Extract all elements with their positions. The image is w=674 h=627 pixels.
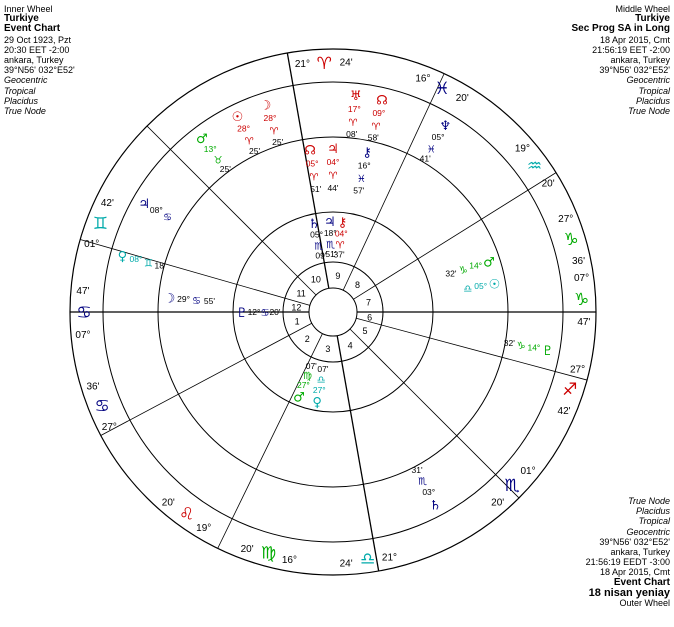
outer-uranus-glyph [346, 89, 361, 139]
zodiac-minutes: 20' [455, 92, 469, 104]
chiron-icon: ⚷ [337, 215, 348, 231]
outer-chart-type: Event Chart [613, 576, 670, 588]
middle-opt-4: True Node [628, 106, 670, 117]
uranus-icon: ♅ [349, 89, 362, 105]
planet-sign-icon: ♈ [328, 171, 338, 182]
house-number-6: 6 [367, 312, 373, 323]
outer-opt-4: Geocentric [626, 526, 670, 537]
chiron-icon: ⚷ [362, 145, 372, 161]
zodiac-degree: 27° [570, 364, 586, 376]
zodiac-degree: 27° [558, 213, 574, 225]
zodiac-minutes: 47' [577, 316, 591, 328]
inner-chart-time: 20:30 EET -2:00 [4, 44, 70, 55]
house-cusp-4 [337, 336, 379, 571]
planet-sign-icon: ♋ [260, 308, 270, 319]
outer-opt-1: True Node [628, 496, 670, 506]
outer-opt-2: Placidus [635, 506, 670, 517]
middle-opt-2: Tropical [638, 85, 670, 96]
inner-chart-place: ankara, Turkey [4, 55, 64, 66]
house-number-4: 4 [347, 340, 353, 351]
house-number-3: 3 [325, 344, 331, 355]
planet-minutes: 51' [310, 184, 322, 195]
zodiac-minutes: 36' [86, 381, 100, 393]
zodiac-label-9 [241, 544, 297, 567]
house-number-2: 2 [304, 334, 310, 345]
zodiac-sign-icon: ♋ [76, 303, 92, 323]
planet-degree: 14° [527, 342, 541, 353]
planet-minutes: 51' [325, 249, 337, 260]
planet-degree: 04° [326, 157, 340, 167]
middle-chart-name: Turkiye [635, 13, 670, 25]
zodiac-sign-icon: ♌ [179, 504, 195, 525]
outer-sun-glyph [232, 110, 261, 156]
planet-degree: 05° [474, 280, 488, 291]
zodiac-minutes: 20' [541, 178, 555, 190]
jupiter-icon: ♃ [327, 142, 339, 157]
zodiac-degree: 01° [84, 238, 100, 250]
planet-degree: 29° [177, 293, 191, 304]
zodiac-degree: 27° [101, 421, 117, 433]
saturn-icon: ♄ [308, 216, 320, 232]
planet-degree: 12° [247, 307, 261, 317]
middle-sun-glyph [463, 278, 500, 296]
planet-degree: 14° [469, 260, 483, 271]
outer-chart-name: 18 nisan yeniay [588, 586, 670, 599]
zodiac-label-10 [162, 497, 211, 534]
house-number-8: 8 [355, 279, 361, 290]
middle-chart-time: 21:56:19 EET -2:00 [592, 44, 670, 55]
house-number-12: 12 [291, 302, 302, 313]
planet-degree: 27° [296, 380, 310, 391]
planet-minutes: 57' [353, 185, 365, 196]
planet-minutes: 25' [272, 136, 284, 147]
zodiac-degree: 07° [573, 273, 590, 285]
house-cusp-5 [347, 329, 519, 498]
mars-icon: ♂ [483, 255, 495, 271]
zodiac-minutes: 20' [240, 543, 254, 555]
outer-node-glyph [368, 94, 388, 143]
planet-sign-icon: ♎ [463, 284, 473, 296]
outer-moon-glyph [260, 99, 284, 147]
planet-sign-icon: ♑ [458, 265, 468, 277]
zodiac-sign-icon: ♏ [504, 475, 520, 496]
node-icon: ☊ [304, 143, 316, 159]
planet-minutes: 25' [248, 146, 261, 157]
planet-minutes: 37' [333, 249, 345, 260]
planet-sign-icon: ♓ [356, 173, 366, 185]
zodiac-label-8 [340, 550, 397, 570]
venus-icon: ♀ [117, 249, 128, 265]
zodiac-minutes: 20' [161, 497, 175, 509]
outer-jupiter-glyph [138, 197, 172, 224]
moon-icon: ☽ [163, 291, 176, 307]
house-number-9: 9 [335, 270, 341, 281]
zodiac-degree: 16° [281, 555, 297, 567]
planet-sign-icon: ♈ [371, 121, 381, 133]
zodiac-minutes: 47' [76, 286, 90, 298]
house-cusp-2 [101, 323, 312, 435]
planet-degree: 05° [431, 132, 445, 143]
outer-venus-glyph [118, 250, 166, 271]
inner-chart-coords: 39°N56' 032°E52' [4, 65, 75, 76]
planet-sign-icon: ♈ [244, 136, 254, 148]
zodiac-minutes: 42' [557, 406, 571, 418]
middle-mars-glyph [445, 255, 494, 278]
planet-minutes: 44' [327, 183, 339, 193]
planet-sign-icon: ♈ [335, 240, 345, 252]
planet-minutes: 07' [317, 364, 329, 375]
zodiac-label-1 [295, 54, 353, 74]
pluto-icon: ♇ [541, 343, 554, 359]
planet-sign-icon: ♓ [426, 144, 436, 156]
zodiac-minutes: 24' [339, 57, 353, 69]
zodiac-minutes: 20' [491, 497, 505, 509]
planet-degree: 13° [203, 144, 217, 155]
planet-minutes: 32' [503, 338, 515, 349]
planet-minutes: 18' [154, 260, 166, 271]
jupiter-icon: ♃ [323, 215, 336, 231]
planet-minutes: 58' [367, 132, 379, 143]
outer-wheel-title: Outer Wheel [619, 598, 670, 609]
zodiac-label-12 [75, 286, 91, 341]
middle-chart-coords: 39°N56' 032°E52' [599, 65, 670, 76]
node-icon: ☊ [376, 93, 388, 109]
zodiac-sign-icon: ♊ [92, 213, 109, 234]
middle-wheel-title: Middle Wheel [615, 4, 670, 14]
middle-moon-glyph [164, 292, 216, 307]
planet-sign-icon: ♊ [144, 258, 153, 270]
zodiac-sign-icon: ♐ [562, 379, 578, 400]
zodiac-sign-icon: ♑ [574, 289, 590, 310]
planet-glyphs [118, 89, 554, 513]
inner-chart-name: Turkiye [4, 13, 39, 25]
venus-icon: ♀ [312, 395, 322, 411]
planet-sign-icon: ♋ [192, 296, 202, 308]
planet-sign-icon: ♋ [163, 212, 173, 224]
inner-chart-date: 29 Oct 1923, Pzt [4, 34, 72, 45]
zodiac-label-13 [84, 198, 114, 250]
zodiac-sign-icon: ♑ [563, 230, 579, 251]
zodiac-degree: 21° [294, 58, 310, 70]
outer-opt-3: Tropical [638, 516, 670, 527]
planet-minutes: 08' [346, 128, 358, 139]
zodiac-degree: 07° [75, 329, 91, 341]
middle-chiron-glyph [353, 146, 372, 196]
planet-degree: 05° [310, 229, 324, 240]
outer-chart-date: 18 Apr 2015, Cmt [599, 567, 670, 578]
planet-degree: 03° [422, 487, 436, 498]
house-cusp-8 [353, 173, 556, 300]
outer-pluto-glyph [504, 338, 554, 359]
zodiac-label-3 [515, 143, 555, 189]
zodiac-sign-icon: ♒ [526, 156, 543, 177]
zodiac-label-5 [574, 273, 590, 328]
planet-degree: 04° [334, 228, 348, 239]
planet-degree: 09° [372, 108, 386, 119]
zodiac-sign-icon: ♎ [360, 549, 376, 570]
inner-opt-4: True Node [4, 106, 46, 117]
zodiac-sign-icon: ♍ [260, 543, 277, 564]
mars-icon: ♂ [293, 390, 305, 406]
sun-icon: ☉ [488, 277, 501, 293]
zodiac-sign-icon: ♋ [94, 396, 110, 417]
neptune-icon: ♆ [439, 119, 452, 135]
planet-degree: 05° [305, 158, 319, 169]
middle-opt-3: Placidus [635, 95, 670, 106]
mars-icon: ♂ [195, 131, 208, 147]
planet-sign-icon: ♏ [314, 241, 324, 253]
middle-chart-place: ankara, Turkey [610, 55, 670, 66]
house-number-10: 10 [310, 274, 321, 285]
house-number-1: 1 [294, 316, 300, 327]
inner-wheel-title: Inner Wheel [4, 4, 53, 14]
planet-sign-icon: ♏ [418, 476, 428, 488]
middle-chart-type: Sec Prog SA in Long [571, 23, 670, 35]
moon-icon: ☽ [259, 98, 272, 114]
middle-node-glyph [304, 144, 321, 195]
zodiac-sign-icon: ♈ [316, 54, 332, 75]
outer-neptune-glyph [420, 119, 451, 163]
planet-sign-icon: ♎ [316, 374, 326, 386]
pluto-icon: ♇ [236, 306, 248, 321]
outer-chart-coords: 39°N56' 032°E52' [599, 536, 670, 547]
planet-degree: 28° [237, 123, 251, 134]
middle-jupiter-glyph [327, 142, 340, 193]
outer-chart-place: ankara, Turkey [610, 547, 670, 558]
zodiac-minutes: 36' [571, 255, 586, 267]
middle-chart-date: 18 Apr 2015, Cmt [599, 34, 670, 45]
inner-opt-3: Placidus [4, 95, 39, 106]
planet-minutes: 20' [269, 307, 281, 317]
zodiac-sign-icon: ♓ [434, 79, 450, 100]
jupiter-icon: ♃ [138, 197, 151, 212]
planet-sign-icon: ♈ [269, 126, 279, 138]
zodiac-minutes: 24' [339, 558, 353, 570]
zodiac-label-11 [86, 381, 116, 433]
planet-sign-icon: ♈ [348, 118, 358, 130]
zodiac-degree: 19° [196, 523, 212, 535]
zodiac-degree: 01° [520, 465, 536, 477]
planet-minutes: 09' [315, 250, 327, 261]
inner-pluto-glyph [236, 306, 281, 321]
planet-sign-icon: ♑ [516, 341, 526, 353]
zodiac-degree: 19° [514, 143, 530, 155]
planet-sign-icon: ♈ [309, 172, 319, 184]
middle-opt-1: Geocentric [626, 75, 670, 86]
house-number-7: 7 [366, 297, 372, 308]
house-number-5: 5 [362, 326, 368, 336]
planet-degree: 08° [149, 205, 163, 215]
planet-minutes: 25' [219, 164, 231, 175]
inner-opt-2: Tropical [4, 85, 36, 96]
zodiac-degree: 21° [381, 552, 398, 564]
planet-degree: 16° [357, 160, 371, 171]
sun-icon: ☉ [231, 110, 244, 126]
zodiac-degree: 16° [415, 73, 431, 85]
ring-6 [309, 288, 357, 336]
planet-sign-icon: ♏ [326, 240, 336, 252]
planet-sign-icon: ♉ [213, 155, 223, 167]
zodiac-label-6 [558, 364, 586, 417]
inner-opt-1: Geocentric [4, 75, 48, 86]
planet-minutes: 55' [203, 296, 216, 307]
house-number-11: 11 [296, 288, 306, 299]
planet-degree: 17° [347, 104, 361, 115]
inner-chart-type: Event Chart [4, 23, 61, 35]
planet-minutes: 31' [411, 465, 423, 476]
zodiac-label-4 [558, 214, 585, 267]
planet-degree: 28° [263, 112, 277, 123]
planet-sign-icon: ♍ [303, 371, 313, 383]
planet-degree: 18° [323, 228, 337, 239]
outer-chart-time: 21:56:19 EEDT -3:00 [585, 557, 670, 568]
planet-minutes: 32' [445, 268, 457, 279]
saturn-icon: ♄ [429, 498, 442, 514]
planet-degree: 08° [129, 254, 143, 265]
inner-venus-glyph [312, 364, 328, 410]
planet-degree: 27° [312, 384, 326, 395]
outer-saturn-glyph [411, 465, 441, 513]
outer-mars-glyph [196, 132, 231, 174]
zodiac-minutes: 42' [100, 197, 114, 209]
planet-minutes: 41' [419, 153, 431, 164]
planet-minutes: 07' [305, 360, 317, 371]
